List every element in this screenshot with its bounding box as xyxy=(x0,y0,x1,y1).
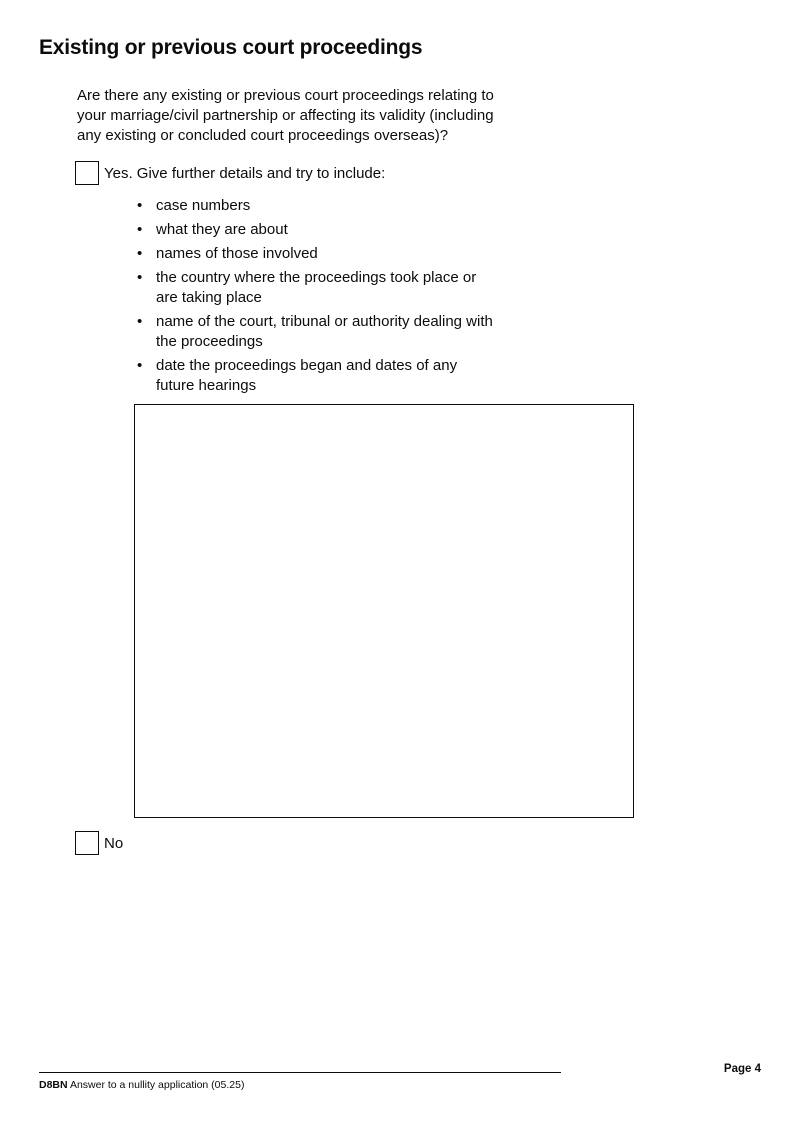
list-item xyxy=(137,312,557,352)
footer-form-code: D8BN xyxy=(39,1079,68,1091)
list-item-text: the proceedings xyxy=(156,333,263,350)
list-item-text: what they are about xyxy=(156,221,288,238)
list-item-text: future hearings xyxy=(156,377,257,394)
footer-form-title: Answer to a nullity application (05.25) xyxy=(69,1079,245,1091)
list-item xyxy=(137,356,557,396)
footer-divider xyxy=(39,1072,561,1073)
list-item-text: names of those involved xyxy=(156,245,318,262)
include-list xyxy=(137,196,557,400)
question-line: any existing or concluded court proceedings overseas)? xyxy=(77,127,449,144)
footer-form-reference xyxy=(39,1078,244,1092)
question-line: Are there any existing or previous court proceedings relating to xyxy=(77,87,494,104)
yes-checkbox[interactable] xyxy=(75,161,99,185)
list-item-text: the country where the proceedings took place or xyxy=(156,269,477,286)
bullet-icon: • xyxy=(137,357,143,374)
list-item-text: date the proceedings began and dates of any xyxy=(156,357,458,374)
bullet-icon: • xyxy=(137,197,143,214)
list-item xyxy=(137,220,557,240)
proceedings-details-field[interactable] xyxy=(134,404,634,818)
question-line: your marriage/civil partnership or affecting its validity (including xyxy=(77,107,494,124)
yes-option-label: Yes. Give further details and try to include: xyxy=(104,165,386,182)
no-option-label: No xyxy=(104,835,124,852)
list-item-text: are taking place xyxy=(156,289,262,306)
list-item-text: case numbers xyxy=(156,197,251,214)
bullet-icon: • xyxy=(137,221,143,238)
list-item xyxy=(137,268,557,308)
page-number: Page 4 xyxy=(723,1063,761,1075)
bullet-icon: • xyxy=(137,313,143,330)
list-item xyxy=(137,244,557,264)
section-title: Existing or previous court proceedings xyxy=(39,36,423,59)
question-text xyxy=(77,86,547,146)
list-item xyxy=(137,196,557,216)
no-checkbox[interactable] xyxy=(75,831,99,855)
list-item-text: name of the court, tribunal or authority dealing with xyxy=(156,313,493,330)
bullet-icon: • xyxy=(137,245,143,262)
bullet-icon: • xyxy=(137,269,143,286)
